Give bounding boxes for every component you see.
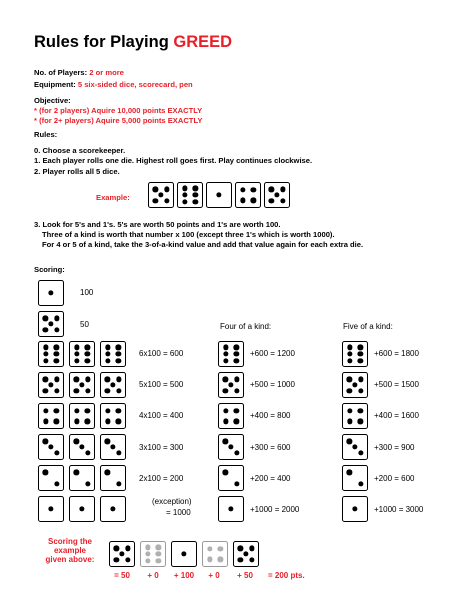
die-pip (48, 382, 53, 387)
die-pip (114, 546, 119, 551)
die-face-1 (206, 182, 232, 208)
die-pip (125, 557, 130, 562)
rule-3: 3. Look for 5's and 1's. 5's are worth 50 points and 1's are worth 100. (34, 220, 281, 229)
die-face-2 (218, 465, 244, 491)
die-pip (269, 198, 274, 203)
die-pip (164, 187, 169, 192)
die-pip (48, 506, 53, 511)
die-pip (153, 198, 158, 203)
die-pip (182, 186, 187, 191)
rule-3-three-kind: Three of a kind is worth that number x 100 (except three 1's which is worth 1000). (42, 230, 335, 239)
die-pip (48, 321, 53, 326)
die-pip (54, 345, 59, 350)
die-pip (105, 439, 110, 444)
summary-value: + 0 (208, 571, 220, 580)
five-kind-6: +600 = 1800 (374, 349, 419, 358)
die-pip (223, 388, 228, 393)
die-pip (85, 377, 90, 382)
die-face-5 (109, 541, 135, 567)
die-pip (269, 187, 274, 192)
die-pip (105, 377, 110, 382)
die-pip (234, 351, 239, 356)
die-pip (223, 351, 228, 356)
die-pip (251, 198, 256, 203)
die-face-5 (264, 182, 290, 208)
die-pip (238, 557, 243, 562)
objective-label: Objective: (34, 96, 71, 105)
rule-0: 0. Choose a scorekeeper. (34, 146, 126, 155)
die-pip (218, 557, 223, 562)
summary-total: = 200 pts. (268, 571, 305, 580)
five-kind-1: +1000 = 3000 (374, 505, 424, 514)
die-pip (85, 345, 90, 350)
die-pip (116, 419, 121, 424)
die-pip (249, 546, 254, 551)
die-pip (54, 408, 59, 413)
die-pip (105, 408, 110, 413)
die-pip (116, 358, 121, 363)
five-kind-3: +300 = 900 (374, 443, 415, 452)
die-face-3 (38, 434, 64, 460)
die-face-1 (100, 496, 126, 522)
die-pip (274, 192, 279, 197)
die-pip (74, 358, 79, 363)
die-pip (358, 408, 363, 413)
die-pip (358, 481, 363, 486)
die-pip (347, 358, 352, 363)
die-face-2 (38, 465, 64, 491)
die-pip (207, 557, 212, 562)
die-pip (54, 388, 59, 393)
die-pip (43, 419, 48, 424)
die-face-5 (38, 311, 64, 337)
die-pip (145, 545, 150, 550)
die-pip (85, 388, 90, 393)
die-pip (347, 377, 352, 382)
example-label: Example: (96, 193, 130, 202)
die-pip (182, 199, 187, 204)
die-pip (74, 377, 79, 382)
die-pip (110, 506, 115, 511)
die-face-3 (342, 434, 368, 460)
die-pip (158, 192, 163, 197)
die-pip (234, 377, 239, 382)
die-face-4 (100, 403, 126, 429)
die-pip (105, 388, 110, 393)
die-pip (43, 327, 48, 332)
three-kind-3: 3x100 = 300 (139, 443, 184, 452)
die-pip (105, 351, 110, 356)
die-pip (280, 198, 285, 203)
die-pip (125, 546, 130, 551)
die-pip (110, 444, 115, 449)
die-face-6 (342, 341, 368, 367)
die-pip (238, 546, 243, 551)
die-pip (223, 419, 228, 424)
die-pip (228, 382, 233, 387)
die-pip (193, 186, 198, 191)
players-line: No. of Players: 2 or more (34, 68, 124, 77)
die-pip (43, 316, 48, 321)
die-pip (216, 192, 221, 197)
die-pip (145, 551, 150, 556)
die-pip (240, 198, 245, 203)
die-pip (249, 557, 254, 562)
die-pip (43, 439, 48, 444)
die-face-3 (100, 434, 126, 460)
die-pip (114, 557, 119, 562)
die-pip (223, 439, 228, 444)
rules-label: Rules: (34, 130, 58, 139)
die-face-2 (342, 465, 368, 491)
die-face-1 (171, 541, 197, 567)
objective-item: * (for 2+ players) Aquire 5,000 points EXACTLY (34, 116, 203, 125)
die-pip (358, 351, 363, 356)
die-face-5 (69, 372, 95, 398)
die-pip (43, 377, 48, 382)
rule-2: 2. Player rolls all 5 dice. (34, 167, 120, 176)
die-pip (193, 199, 198, 204)
die-pip (358, 450, 363, 455)
die-face-3 (69, 434, 95, 460)
die-face-5 (100, 372, 126, 398)
die-pip (74, 388, 79, 393)
die-pip (234, 345, 239, 350)
exception-note: (exception) (152, 497, 192, 506)
die-pip (145, 558, 150, 563)
die-pip (156, 551, 161, 556)
die-pip (85, 408, 90, 413)
die-pip (352, 382, 357, 387)
die-pip (54, 450, 59, 455)
die-pip (48, 290, 53, 295)
die-face-4 (218, 403, 244, 429)
die-pip (223, 377, 228, 382)
die-pip (116, 377, 121, 382)
die-pip (79, 506, 84, 511)
die-face-5 (38, 372, 64, 398)
die-face-4 (69, 403, 95, 429)
die-pip (228, 444, 233, 449)
die-pip (358, 419, 363, 424)
die-face-6 (100, 341, 126, 367)
five-kind-2: +200 = 600 (374, 474, 415, 483)
die-pip (116, 408, 121, 413)
die-pip (358, 345, 363, 350)
exception-value: = 1000 (166, 508, 191, 517)
die-pip (352, 506, 357, 511)
die-pip (74, 345, 79, 350)
page-title: Rules for Playing GREED (34, 33, 233, 51)
die-pip (243, 551, 248, 556)
die-pip (116, 351, 121, 356)
die-face-1 (38, 280, 64, 306)
three-kind-5: 5x100 = 500 (139, 380, 184, 389)
die-pip (223, 345, 228, 350)
die-pip (54, 481, 59, 486)
die-pip (85, 358, 90, 363)
die-pip (280, 187, 285, 192)
die-pip (110, 382, 115, 387)
die-pip (105, 358, 110, 363)
die-pip (234, 481, 239, 486)
die-face-5 (233, 541, 259, 567)
three-kind-6: 6x100 = 600 (139, 349, 184, 358)
objective-item: * (for 2 players) Aquire 10,000 points EXACTLY (34, 106, 203, 115)
die-pip (164, 198, 169, 203)
die-face-6 (218, 341, 244, 367)
four-kind-5: +500 = 1000 (250, 380, 295, 389)
die-pip (74, 470, 79, 475)
die-pip (347, 388, 352, 393)
die-pip (48, 444, 53, 449)
die-pip (358, 358, 363, 363)
die-face-2 (100, 465, 126, 491)
die-pip (85, 351, 90, 356)
game-name: GREED (173, 33, 233, 51)
die-face-6 (177, 182, 203, 208)
die-pip (358, 388, 363, 393)
three-kind-4: 4x100 = 400 (139, 411, 184, 420)
die-pip (116, 345, 121, 350)
die-pip (347, 351, 352, 356)
die-pip (223, 470, 228, 475)
die-pip (347, 470, 352, 475)
die-face-5 (148, 182, 174, 208)
die-face-6 (69, 341, 95, 367)
summary-value: + 50 (237, 571, 253, 580)
die-pip (43, 408, 48, 413)
die-pip (223, 358, 228, 363)
single-five-value: 50 (80, 320, 89, 329)
die-pip (156, 545, 161, 550)
die-pip (181, 551, 186, 556)
die-face-6 (38, 341, 64, 367)
die-pip (74, 439, 79, 444)
four-kind-6: +600 = 1200 (250, 349, 295, 358)
rule-3-four-five-kind: For 4 or 5 of a kind, take the 3-of-a-kind value and add that value again for each extra die. (42, 240, 364, 249)
summary-value: + 0 (147, 571, 159, 580)
five-kind-5: +500 = 1500 (374, 380, 419, 389)
die-pip (105, 419, 110, 424)
die-pip (54, 419, 59, 424)
die-face-1 (69, 496, 95, 522)
four-kind-4: +400 = 800 (250, 411, 291, 420)
three-kind-2: 2x100 = 200 (139, 474, 184, 483)
die-pip (54, 316, 59, 321)
die-face-4 (235, 182, 261, 208)
die-face-4 (342, 403, 368, 429)
rule-1: 1. Each player rolls one die. Highest roll goes first. Play continues clockwise. (34, 156, 313, 165)
die-pip (43, 358, 48, 363)
scoring-label: Scoring: (34, 265, 65, 274)
die-face-6 (140, 541, 166, 567)
die-face-1 (342, 496, 368, 522)
die-pip (240, 187, 245, 192)
die-pip (223, 408, 228, 413)
die-pip (105, 470, 110, 475)
die-pip (54, 327, 59, 332)
die-pip (228, 506, 233, 511)
die-pip (85, 450, 90, 455)
die-pip (85, 481, 90, 486)
die-pip (347, 419, 352, 424)
summary-value: + 100 (173, 571, 195, 580)
four-kind-header: Four of a kind: (220, 322, 272, 331)
die-pip (251, 187, 256, 192)
four-kind-1: +1000 = 2000 (250, 505, 300, 514)
die-face-2 (69, 465, 95, 491)
die-pip (156, 558, 161, 563)
die-pip (116, 481, 121, 486)
four-kind-3: +300 = 600 (250, 443, 291, 452)
die-pip (119, 551, 124, 556)
die-pip (74, 408, 79, 413)
die-pip (207, 546, 212, 551)
single-one-value: 100 (80, 288, 94, 297)
die-pip (234, 408, 239, 413)
die-pip (79, 444, 84, 449)
die-pip (43, 351, 48, 356)
five-kind-header: Five of a kind: (343, 322, 393, 331)
die-pip (79, 382, 84, 387)
die-pip (234, 419, 239, 424)
equipment-line: Equipment: 5 six-sided dice, scorecard, pen (34, 80, 193, 89)
die-pip (85, 419, 90, 424)
die-face-1 (218, 496, 244, 522)
die-pip (43, 470, 48, 475)
die-pip (347, 408, 352, 413)
die-pip (74, 419, 79, 424)
die-pip (358, 377, 363, 382)
five-kind-4: +400 = 1600 (374, 411, 419, 420)
die-pip (218, 546, 223, 551)
die-face-3 (218, 434, 244, 460)
die-pip (105, 345, 110, 350)
die-pip (43, 345, 48, 350)
die-pip (74, 351, 79, 356)
die-pip (153, 187, 158, 192)
die-face-4 (38, 403, 64, 429)
die-face-5 (218, 372, 244, 398)
die-pip (54, 351, 59, 356)
die-face-1 (38, 496, 64, 522)
die-pip (347, 345, 352, 350)
die-face-5 (342, 372, 368, 398)
die-face-4 (202, 541, 228, 567)
die-pip (54, 377, 59, 382)
summary-label: Scoring the example given above: (45, 537, 95, 564)
die-pip (116, 388, 121, 393)
die-pip (352, 444, 357, 449)
die-pip (193, 192, 198, 197)
die-pip (234, 450, 239, 455)
die-pip (43, 388, 48, 393)
summary-value: = 50 (114, 571, 130, 580)
four-kind-2: +200 = 400 (250, 474, 291, 483)
die-pip (116, 450, 121, 455)
die-pip (182, 192, 187, 197)
die-pip (347, 439, 352, 444)
die-pip (234, 358, 239, 363)
die-pip (234, 388, 239, 393)
die-pip (54, 358, 59, 363)
